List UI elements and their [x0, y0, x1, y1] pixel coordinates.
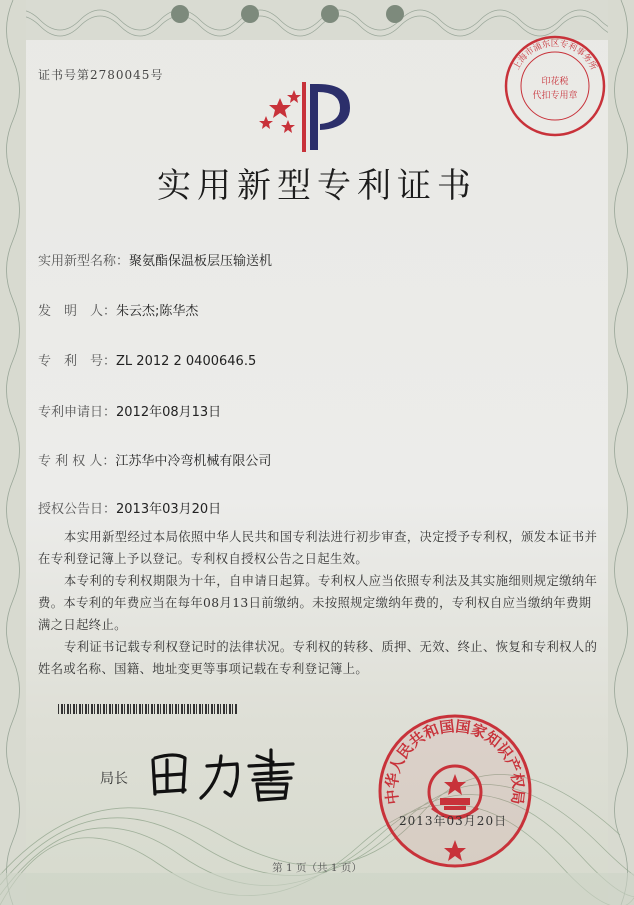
barcode: [58, 704, 238, 714]
top-seal-line2: 代扣专用章: [532, 91, 578, 101]
field-patentee: [38, 450, 271, 469]
paragraph-term-and-fees: 本专利的专利权期限为十年，自申请日起算。专利权人应当依照专利法及其实施细则规定缴纳年费。本专利的年费应当在每年08月13日前缴纳。未按照规定缴纳年费的，专利权自应当缴纳年费期满之日起终止。: [38, 574, 598, 632]
field-patent-number: [38, 350, 256, 369]
paragraph-legal-status: 专利证书记载专利权登记时的法律状况。专利权的转移、质押、无效、终止、恢复和专利权人的姓名或名称、国籍、地址变更等事项记载在专利登记簿上。: [38, 640, 598, 676]
field-application-date: [38, 401, 221, 420]
field-label: 实用新型名称：: [38, 254, 130, 269]
field-value: ZL 2012 2 0400646.5: [116, 354, 257, 369]
svg-text:上海市浦东区专利事务所: [511, 38, 599, 72]
certificate-title: 实用新型专利证书: [157, 166, 477, 206]
top-right-seal: [503, 34, 607, 138]
cnipa-logo-icon: [258, 72, 358, 152]
paragraph-grant-statement: 本实用新型经过本局依照中华人民共和国专利法进行初步审查，决定授予专利权，颁发本证书并在专利登记簿上予以登记。专利权自授权公告之日起生效。: [38, 530, 598, 566]
top-seal-line1: 印花税: [541, 77, 569, 87]
field-value: 聚氨酯保温板层压输送机: [129, 254, 273, 269]
field-label: 专利申请日：: [38, 405, 117, 420]
page-number: 第 1 页（共 1 页）: [272, 862, 362, 874]
field-label: 授权公告日：: [38, 502, 117, 517]
field-label: 专 利 权 人：: [38, 454, 116, 469]
field-value: 2013年03月20日: [116, 502, 222, 517]
field-value: 江苏华中冷弯机械有限公司: [115, 454, 272, 469]
ornamental-bottom-border: [0, 755, 634, 905]
cnipa-official-seal: [376, 712, 534, 870]
certificate-number: 证书号第2780045号: [38, 68, 164, 82]
field-grant-date: [38, 498, 221, 517]
field-utility-model-name: [38, 250, 272, 269]
field-value: 2012年08月13日: [116, 405, 222, 420]
seal-date: 2013年03月20日: [399, 814, 508, 828]
top-seal-outer-text: 上海市浦东区专利事务所: [511, 39, 599, 72]
field-inventor: [38, 300, 198, 319]
field-label: 发 明 人：: [38, 304, 117, 319]
main-seal-text: 中华人民共和国国家知识产权局: [382, 717, 528, 806]
field-value: 朱云杰;陈华杰: [116, 304, 199, 319]
director-label: 局长: [100, 771, 128, 787]
field-label: 专 利 号：: [38, 354, 117, 369]
director-signature: [145, 742, 305, 802]
